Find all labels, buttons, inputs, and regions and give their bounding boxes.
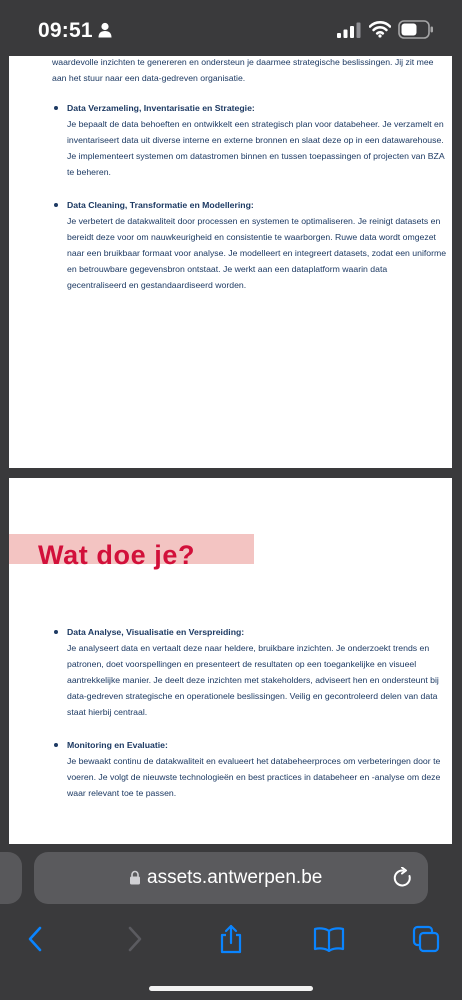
share-icon (218, 924, 244, 954)
intro-paragraph: waardevolle inzichten te genereren en ondersteun je daarmee strategische beslissingen. Jij zit mee aan het stuur naar een data-gedreven organisatie. (52, 57, 434, 83)
bullet-list (52, 624, 447, 818)
bullet-dot (54, 743, 58, 747)
list-item (52, 737, 447, 801)
section-heading: Wat doe je? (38, 540, 196, 570)
browser-toolbar (0, 844, 462, 1000)
forward-icon (127, 926, 143, 952)
home-indicator[interactable] (149, 986, 313, 991)
lock-icon (129, 870, 141, 885)
status-bar (0, 0, 462, 56)
battery-icon (398, 20, 434, 39)
document-page-1 (9, 56, 452, 468)
bullet-list (52, 100, 447, 310)
reload-icon[interactable] (392, 867, 414, 889)
back-button[interactable] (18, 922, 52, 956)
web-content[interactable] (0, 56, 462, 844)
url-text[interactable]: assets.antwerpen.be (147, 867, 323, 888)
bullet-body: Je analyseert data en vertaalt deze naar heldere, bruikbare inzichten. Je onderzoekt trends en patronen, doet voorspellingen en presenteert de resultaten op een toegankelijke en visueel aantrekkelijke manier. Je deelt deze inzichten met stakeholders, adviseert hen en ondersteunt bij data-gedreven strategische en operationele beslissingen. Veilig en gecontroleerd delen van data staat hierbij centraal. (67, 643, 439, 717)
tabs-icon (412, 925, 440, 953)
bullet-dot (54, 203, 58, 207)
bookmarks-button[interactable] (312, 922, 346, 956)
wifi-icon (369, 20, 391, 38)
back-icon (27, 926, 43, 952)
tabs-button[interactable] (409, 922, 443, 956)
share-button[interactable] (214, 922, 248, 956)
previous-tab-preview[interactable] (0, 852, 22, 904)
bullet-title: Data Cleaning, Transformatie en Modellering: (67, 200, 254, 210)
address-bar[interactable] (34, 852, 428, 904)
person-icon (98, 22, 112, 38)
document-page-2 (9, 478, 452, 844)
bullet-title: Monitoring en Evaluatie: (67, 740, 168, 750)
bullet-body: Je verbetert de datakwaliteit door processen en systemen te optimaliseren. Je reinigt datasets en bereidt deze voor om nauwkeurigheid en consistentie te waarborgen. Ruwe data wordt omgezet naar een bruikbaar formaat voor analyse. Je modelleert en integreert datasets, zodat een uniforme en betrouwbare gegevensbron ontstaat. Je werkt aan een dataplatform waarin data gecentraliseerd en gestandaardiseerd worden. (67, 216, 447, 290)
list-item (52, 197, 447, 293)
bullet-dot (54, 106, 58, 110)
bookmarks-icon (313, 926, 345, 952)
bullet-dot (54, 630, 58, 634)
forward-button[interactable] (118, 922, 152, 956)
signal-icon (337, 22, 361, 38)
bullet-body: Je bepaalt de data behoeften en ontwikkelt een strategisch plan voor databeheer. Je verzamelt en inventariseert data uit diverse interne en externe bronnen en slaat deze op in een datawarehouse. Je implementeert systemen om datastromen binnen en tussen toepassingen of projecten van BZA te beheren. (67, 119, 445, 177)
bullet-title: Data Verzameling, Inventarisatie en Strategie: (67, 103, 255, 113)
list-item (52, 100, 447, 180)
status-time: 09:51 (38, 19, 93, 42)
bullet-body: Je bewaakt continu de datakwaliteit en evalueert het databeheerproces om verbeteringen door te voeren. Je volgt de nieuwste technologieën en best practices in databeheer en -analyse om deze waar relevant toe te passen. (67, 756, 441, 798)
bullet-title: Data Analyse, Visualisatie en Verspreiding: (67, 627, 245, 637)
list-item (52, 624, 447, 720)
